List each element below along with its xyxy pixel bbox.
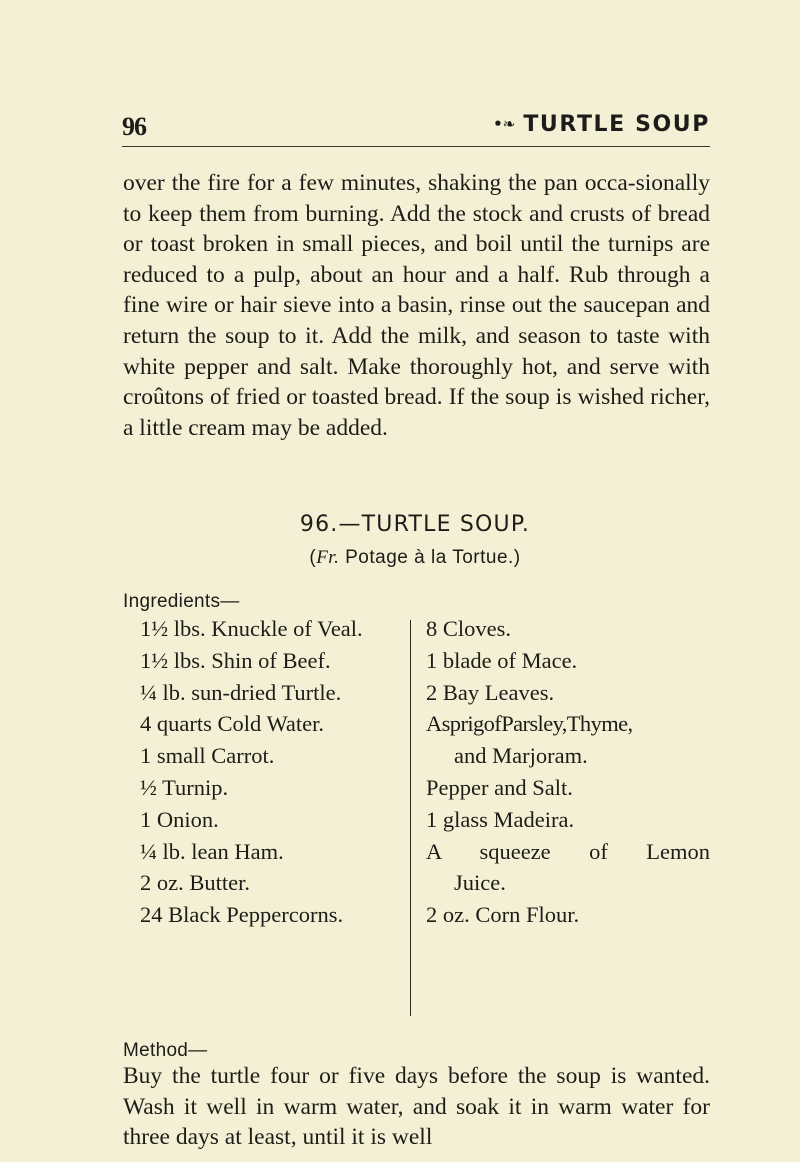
ingredients-right-column: [426, 613, 710, 931]
ingredient-item: ¼ lb. sun-dried Turtle.: [140, 679, 342, 705]
ingredient-item: 1½ lbs. Shin of Beef.: [140, 647, 331, 673]
continuation-paragraph: over the fire for a few minutes, shaking the pan occa-sionally to keep them from burning. Add the stock and crusts of bread or toast broken in small pieces, and boil until the turnips are reduced to a pulp, about an hour and a half. Rub through a fine wire or hair sieve into a basin, rinse out the saucepan and return the soup to it. Add the milk, and season to taste with white pepper and salt. Make thoroughly hot, and serve with croûtons of fried or toasted bread. If the soup is wished richer, a little cream may be added.: [123, 170, 710, 441]
ingredient-item: 8 Cloves.: [426, 616, 512, 641]
ingredient-item: ¼ lb. lean Ham.: [140, 838, 284, 864]
ingredient-item: 2 oz. Butter.: [140, 870, 250, 896]
subtitle-open-paren: (: [309, 547, 317, 568]
header-rule: [122, 146, 710, 147]
ingredient-item: 2 oz. Corn Flour.: [426, 902, 580, 928]
ingredient-item: AsprigofParsley,Thyme,: [426, 711, 633, 737]
ingredient-item: 1 Onion.: [140, 806, 219, 832]
page-number: 96: [122, 112, 146, 141]
ingredient-item: 1 small Carrot.: [140, 743, 275, 769]
ingredient-item: 1½ lbs. Knuckle of Veal.: [140, 616, 363, 641]
ingredient-item: 24 Black Peppercorns.: [140, 902, 344, 928]
ingredients-label: Ingredients—: [123, 591, 240, 612]
ingredient-item: 2 Bay Leaves.: [426, 679, 555, 705]
column-divider: [410, 620, 411, 1016]
ingredients-left-column: [140, 613, 402, 931]
ingredients-list: [140, 613, 710, 1025]
recipe-title: 96.—TURTLE SOUP.: [299, 512, 531, 537]
running-title: [493, 112, 710, 137]
running-title-text: TURTLE SOUP: [523, 112, 710, 137]
ingredient-item-continuation: and Marjoram.: [454, 743, 588, 769]
ingredient-item: A squeeze of Lemon: [426, 838, 710, 864]
fleuron-ornament-icon: •❧: [493, 115, 516, 133]
recipe-subtitle: [0, 547, 800, 569]
ingredient-item: Pepper and Salt.: [426, 774, 573, 800]
ingredient-item: 1 glass Madeira.: [426, 806, 575, 832]
method-label: Method—: [123, 1040, 208, 1061]
ingredient-item-continuation: Juice.: [454, 870, 506, 896]
running-head: [122, 108, 710, 148]
subtitle-french-name: Potage à la Tortue.): [339, 547, 521, 568]
subtitle-language: Fr.: [316, 547, 340, 568]
ingredient-item: ½ Turnip.: [140, 774, 229, 800]
ingredient-item: 1 blade of Mace.: [426, 647, 578, 673]
ingredient-item: 4 quarts Cold Water.: [140, 711, 324, 737]
method-paragraph: Buy the turtle four or five days before the soup is wanted. Wash it well in warm water, and soak it in warm water for three days at least, until it is well: [123, 1063, 710, 1151]
